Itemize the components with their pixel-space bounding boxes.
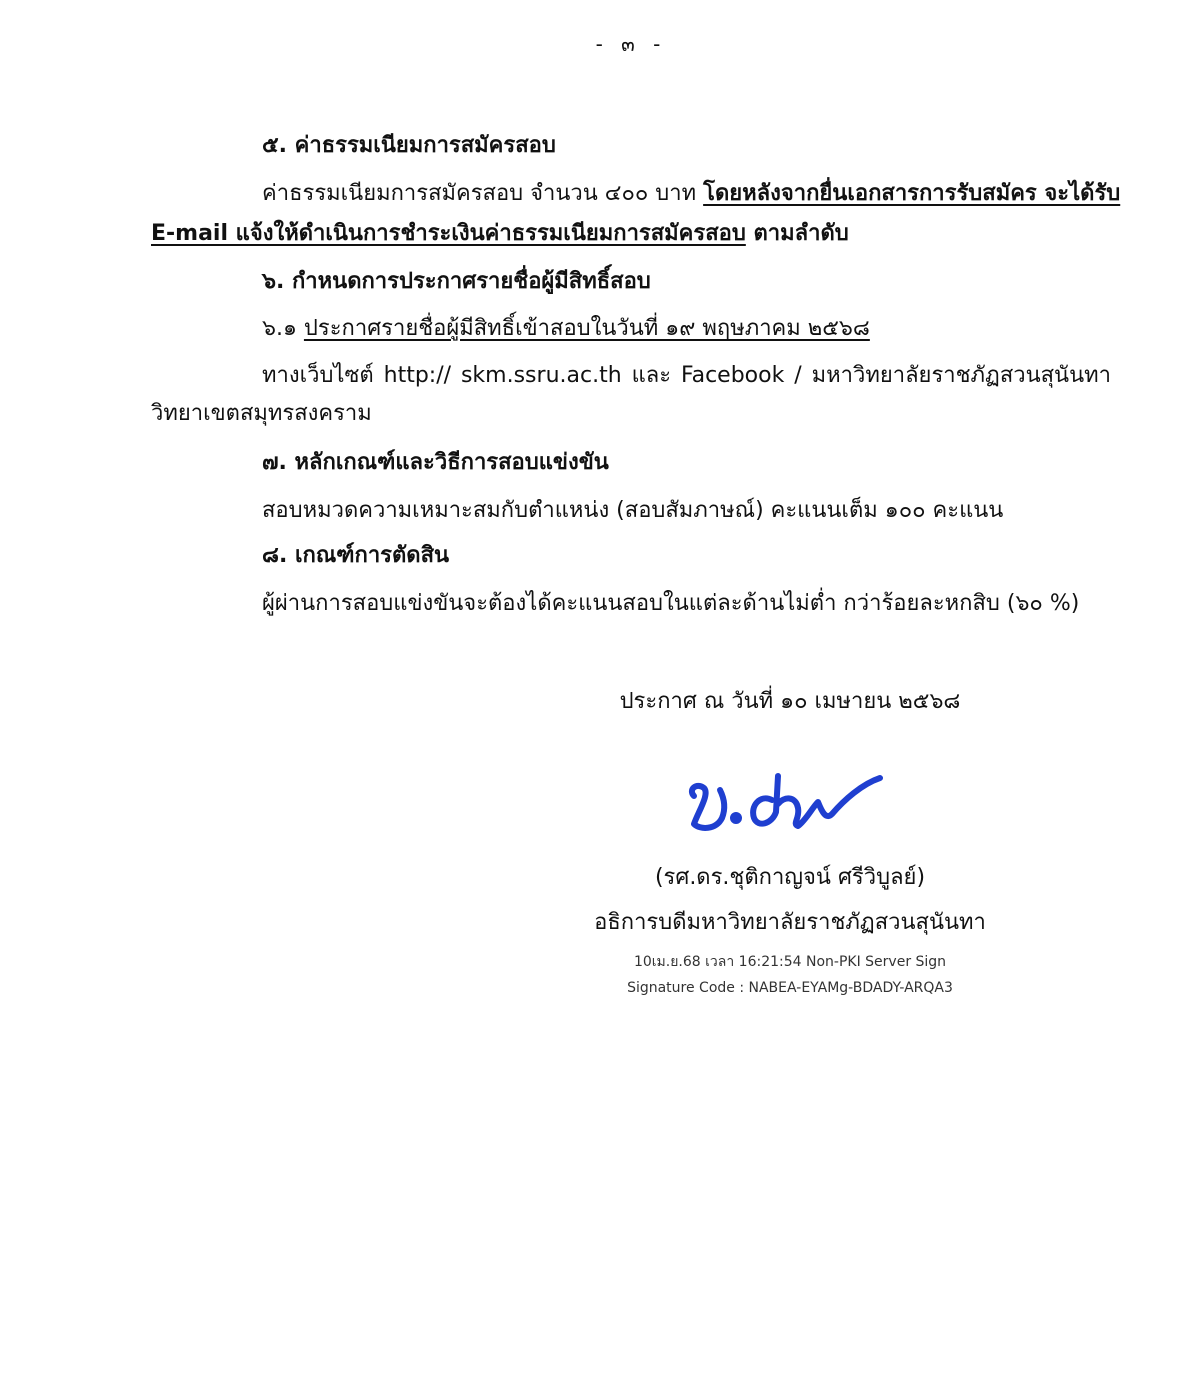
facebook-word: Facebook: [680, 363, 785, 388]
page-number: - ๓ -: [595, 32, 667, 56]
website-word: /: [794, 363, 802, 388]
fee-amount-text: ค่าธรรมเนียมการสมัครสอบ จำนวน ๔๐๐ บาท: [262, 181, 704, 206]
website-word: และ: [631, 363, 672, 388]
section-7-text: สอบหมวดความเหมาะสมกับตำแหน่ง (สอบสัมภาษณ์) คะแนนเต็ม ๑๐๐ คะแนน: [262, 498, 1004, 523]
fee-order-text: ตามลำดับ: [745, 221, 849, 246]
signature-code: Signature Code : NABEA-EYAMg-BDADY-ARQA3: [627, 980, 953, 996]
signer-name: (รศ.ดร.ชุติกาญจน์ ศรีวิบูลย์): [654, 865, 926, 890]
announce-date: ประกาศ ณ วันที่ ๑๐ เมษายน ๒๕๖๘: [619, 689, 961, 714]
section-8-text: ผู้ผ่านการสอบแข่งขันจะต้องได้คะแนนสอบในแต่ละด้านไม่ต่ำ กว่าร้อยละหกสิบ (๖๐ %): [262, 591, 1080, 616]
website-line: [262, 361, 1111, 391]
university-name: มหาวิทยาลัยราชภัฏสวนสุนันทา: [811, 363, 1111, 388]
handwritten-signature: [680, 760, 900, 844]
website-url: skm.ssru.ac.th: [460, 363, 622, 388]
section-5-text-line-1: [262, 179, 1120, 209]
section-7-heading: ๗. หลักเกณฑ์และวิธีการสอบแข่งขัน: [262, 450, 609, 475]
announce-date-text: ประกาศรายชื่อผู้มีสิทธิ์เข้าสอบในวันที่ ๑๙ พฤษภาคม ๒๕๖๘: [303, 316, 870, 341]
fee-email-notice-1: โดยหลังจากยื่นเอกสารการรับสมัคร จะได้รับ: [703, 181, 1121, 206]
section-5-text-line-2: [151, 219, 849, 249]
section-6-heading: ๖. กำหนดการประกาศรายชื่อผู้มีสิทธิ์สอบ: [262, 269, 651, 294]
section-6-item-1: [262, 314, 870, 344]
sign-timestamp: 10เม.ย.68 เวลา 16:21:54 Non-PKI Server Sign: [633, 954, 947, 970]
signer-title: อธิการบดีมหาวิทยาลัยราชภัฏสวนสุนันทา: [594, 910, 986, 935]
website-word: ทางเว็บไซต์: [262, 363, 374, 388]
website-word: http://: [383, 363, 452, 388]
item-number: ๖.๑: [262, 316, 304, 341]
fee-email-notice-2: E-mail แจ้งให้ดำเนินการชำระเงินค่าธรรมเนียมการสมัครสอบ: [151, 221, 746, 246]
section-8-heading: ๘. เกณฑ์การตัดสิน: [262, 543, 450, 568]
section-5-heading: ๕. ค่าธรรมเนียมการสมัครสอบ: [262, 133, 556, 158]
campus-name: วิทยาเขตสมุทรสงคราม: [151, 401, 372, 426]
